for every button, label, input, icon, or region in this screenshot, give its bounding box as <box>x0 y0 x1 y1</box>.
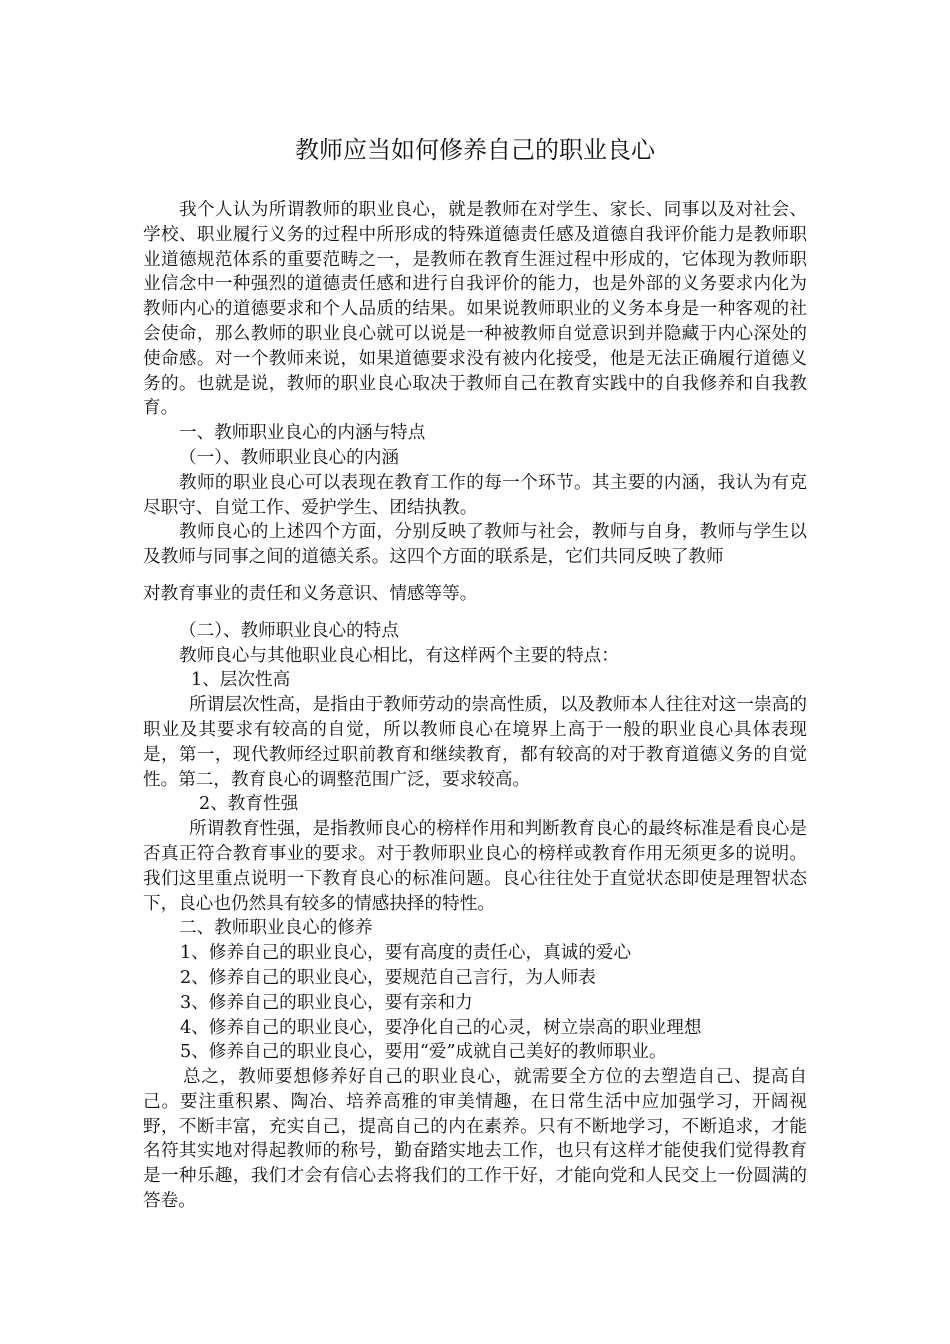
list-item: 5、修养自己的职业良心，要用“爱”成就自己美好的教师职业。 <box>180 1042 667 1063</box>
paragraph-connotation: 教师的职业良心可以表现在教育工作的每一个环节。其主要的内涵，我认为有克尽职守、自觉工作、爱护学生、团结执教。 <box>143 472 807 518</box>
section-heading-1: 一、教师职业良心的内涵与特点 <box>179 423 426 444</box>
list-item: 3、修养自己的职业良心，要有亲和力 <box>180 992 473 1013</box>
paragraph-intro: 我个人认为所谓教师的职业良心，就是教师在对学生、家长、同事以及对社会、学校、职业履行义务的过程中所形成的特殊道德责任感及道德自我评价能力是教师职业道德规范体系的重要范畴之一，是教师在教育生涯过程中形成的，它体现为教师职业信念中一种强烈的道德责任感和进行自我评价的能力，也是外部的义务要求内化为教师内心的道德要求和个人品质的结果。如果说教师职业的义务本身是一种客观的社会使命，那么教师的职业良心就可以说是一种被教师自觉意识到并隐藏于内心深处的使命感。对一个教师来说，如果道德要求没有被内化接受，他是无法正确履行道德义务的。也就是说，教师的职业良心取决于教师自己在教育实践中的自我修养和自我教育。 <box>143 200 807 419</box>
feature-heading-2: 2、教育性强 <box>199 794 299 815</box>
paragraph-conclusion: 总之，教师要想修养好自己的职业良心，就需要全方位的去塑造自己、提高自己。要注重积累、陶冶、培养高雅的审美情趣，在日常生活中应加强学习，开阔视野，不断丰富，充实自己，提高自己的内在素养。只有不断地学习，不断追求，才能名符其实地对得起教师的称号，勤奋踏实地去工作，也只有这样才能使我们觉得教育是一种乐趣，我们才会有信心去将我们的工作干好，才能向党和人民交上一份圆满的答卷。 <box>143 1067 807 1212</box>
list-item: 4、修养自己的职业良心，要净化自己的心灵，树立崇高的职业理想 <box>180 1017 702 1038</box>
document-body <box>143 198 807 1214</box>
subsection-heading-2: （二）、教师职业良心的特点 <box>179 620 399 641</box>
list-item: 1、修养自己的职业良心，要有高度的责任心，真诚的爱心 <box>180 943 632 964</box>
list-item: 2、修养自己的职业良心，要规范自己言行，为人师表 <box>180 967 596 988</box>
paragraph-relations: 教师良心的上述四个方面，分别反映了教师与社会，教师与自身，教师与学生以及教师与同事之间的道德关系。这四个方面的联系是，它们共同反映了教师 <box>143 522 807 568</box>
document-title: 教师应当如何修养自己的职业良心 <box>295 136 655 164</box>
paragraph-feature-1: 所谓层次性高，是指由于教师劳动的崇高性质，以及教师本人往往对这一崇高的职业及其要求有较高的自觉，所以教师良心在境界上高于一般的职业良心具体表现是，第一，现代教师经过职前教育和继续教育，都有较高的对于教育道德义务的自觉性。第二，教育良心的调整范围广泛，要求较高。 <box>143 695 807 790</box>
section-heading-2: 二、教师职业良心的修养 <box>179 918 373 939</box>
paragraph-relations-cont: 对教育事业的责任和义务意识、情感等等。 <box>143 583 478 604</box>
feature-heading-1: 1、层次性高 <box>191 670 291 691</box>
paragraph-features-intro: 教师良心与其他职业良心相比，有这样两个主要的特点： <box>179 645 619 666</box>
subsection-heading-1: （一）、教师职业良心的内涵 <box>179 447 399 468</box>
paragraph-feature-2: 所谓教育性强，是指教师良心的榜样作用和判断教育良心的最终标准是看良心是否真正符合教育事业的要求。对于教师职业良心的榜样或教育作用无须更多的说明。我们这里重点说明一下教育良心的标准问题。良心往往处于直觉状态即使是理智状态下，良心也仍然具有较多的情感抉择的特性。 <box>143 819 807 914</box>
